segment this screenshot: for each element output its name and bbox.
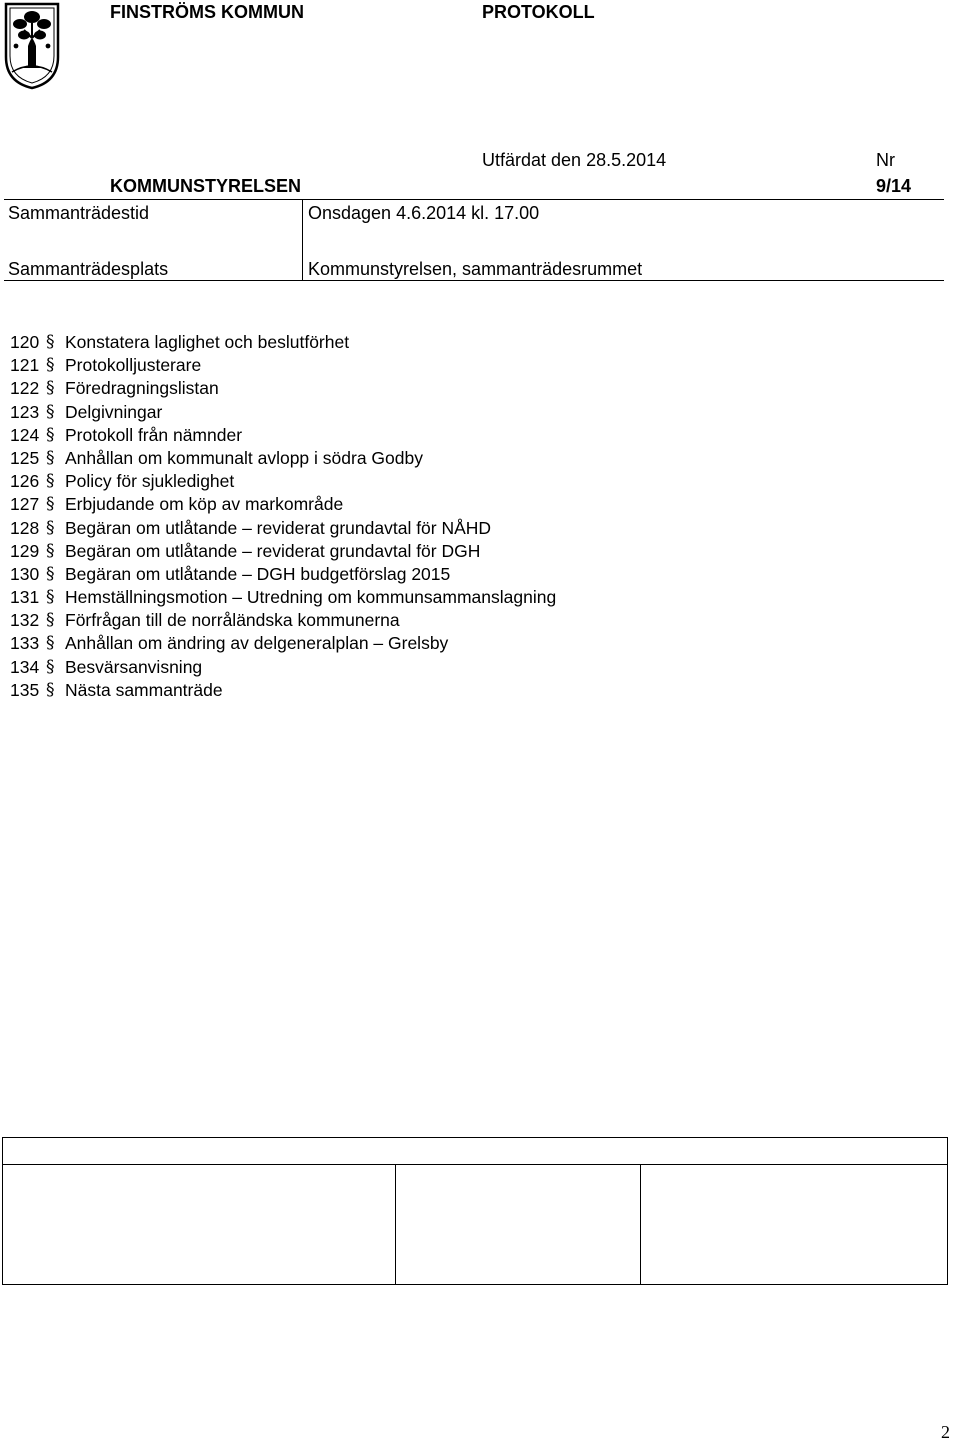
agenda-item [10, 401, 556, 424]
agenda-item-number: 123 [10, 401, 40, 422]
agenda-item [10, 331, 556, 354]
agenda-item-title: Nästa sammanträde [65, 679, 223, 700]
nr-label: Nr [876, 150, 895, 170]
agenda-item [10, 493, 556, 516]
agenda-item [10, 586, 556, 609]
meeting-time-label: Sammanträdestid [8, 203, 150, 223]
agenda-item [10, 540, 556, 563]
header-rule-bottom [4, 280, 944, 281]
paragraph-sign: § [46, 563, 55, 584]
agenda-item-title: Protokoll från nämnder [65, 424, 243, 445]
agenda-item [10, 447, 556, 470]
agenda-item-title: Föredragningslistan [65, 378, 219, 399]
coat-of-arms-icon [4, 2, 60, 90]
agenda-item-title: Begäran om utlåtande – reviderat grundavtal för NÅHD [65, 517, 492, 538]
meeting-place-value: Kommunstyrelsen, sammanträdesrummet [308, 259, 643, 279]
agenda-item-title: Besvärsanvisning [65, 656, 203, 677]
agenda-item [10, 609, 556, 632]
meeting-place-label: Sammanträdesplats [8, 259, 169, 279]
agenda-item-number: 128 [10, 517, 40, 538]
page-number: 2 [941, 1422, 950, 1442]
document-type: PROTOKOLL [482, 2, 595, 22]
agenda-item-number: 129 [10, 540, 40, 561]
protocol-number: 9/14 [876, 176, 912, 196]
agenda-item-number: 120 [10, 332, 40, 352]
paragraph-sign: § [46, 378, 55, 399]
agenda-item-title: Hemställningsmotion – Utredning om kommunsammanslagning [65, 587, 557, 608]
agenda-item-number: 130 [10, 563, 40, 584]
paragraph-sign: § [46, 447, 55, 468]
paragraph-sign: § [46, 494, 55, 515]
paragraph-sign: § [46, 679, 55, 700]
agenda-item [10, 424, 556, 447]
agenda-item-title: Policy för sjukledighet [65, 471, 235, 492]
meeting-time-value: Onsdagen 4.6.2014 kl. 17.00 [308, 203, 540, 223]
agenda-item-number: 133 [10, 633, 40, 654]
board-name: KOMMUNSTYRELSEN [110, 176, 302, 196]
header-column-divider [302, 199, 303, 281]
paragraph-sign: § [46, 471, 55, 492]
agenda-item-number: 122 [10, 378, 40, 399]
signature-box [2, 1137, 948, 1285]
agenda-item-title: Delgivningar [65, 401, 163, 422]
paragraph-sign: § [46, 633, 55, 654]
signature-box-column-divider [395, 1165, 396, 1284]
paragraph-sign: § [46, 424, 55, 445]
agenda-item-number: 121 [10, 355, 40, 376]
agenda-item-number: 127 [10, 494, 40, 515]
header-rule-top [4, 199, 944, 200]
agenda-item-title: Anhållan om kommunalt avlopp i södra Godby [65, 447, 423, 468]
paragraph-sign: § [46, 401, 55, 422]
agenda-item [10, 563, 556, 586]
agenda-item-title: Begäran om utlåtande – reviderat grundavtal för DGH [65, 540, 481, 561]
issued-date: Utfärdat den 28.5.2014 [482, 150, 667, 170]
agenda-item-number: 126 [10, 471, 40, 492]
paragraph-sign: § [46, 517, 55, 538]
agenda-item [10, 632, 556, 655]
agenda-list [10, 331, 556, 702]
paragraph-sign: § [46, 332, 55, 352]
agenda-item-title: Protokolljusterare [65, 355, 202, 376]
agenda-item [10, 354, 556, 377]
paragraph-sign: § [46, 610, 55, 631]
agenda-item-number: 134 [10, 656, 40, 677]
signature-box-column-divider [640, 1165, 641, 1284]
paragraph-sign: § [46, 540, 55, 561]
agenda-item-number: 124 [10, 424, 40, 445]
agenda-item-number: 132 [10, 610, 40, 631]
signature-box-divider [3, 1164, 947, 1165]
agenda-item-title: Begäran om utlåtande – DGH budgetförslag 2015 [65, 563, 451, 584]
paragraph-sign: § [46, 587, 55, 608]
agenda-item-title: Erbjudande om köp av markområde [65, 494, 344, 515]
agenda-item [10, 679, 556, 702]
paragraph-sign: § [46, 656, 55, 677]
agenda-item-number: 125 [10, 447, 40, 468]
agenda-item [10, 517, 556, 540]
agenda-item [10, 377, 556, 400]
agenda-item-number: 135 [10, 679, 40, 700]
paragraph-sign: § [46, 355, 55, 376]
agenda-item [10, 470, 556, 493]
agenda-item-title: Förfrågan till de norråländska kommunerna [65, 610, 400, 631]
agenda-item [10, 656, 556, 679]
agenda-item-title: Anhållan om ändring av delgeneralplan – Grelsby [65, 633, 449, 654]
agenda-item-title: Konstatera laglighet och beslutförhet [65, 332, 350, 352]
agenda-item-number: 131 [10, 587, 40, 608]
municipality-name: FINSTRÖMS KOMMUN [110, 2, 304, 22]
